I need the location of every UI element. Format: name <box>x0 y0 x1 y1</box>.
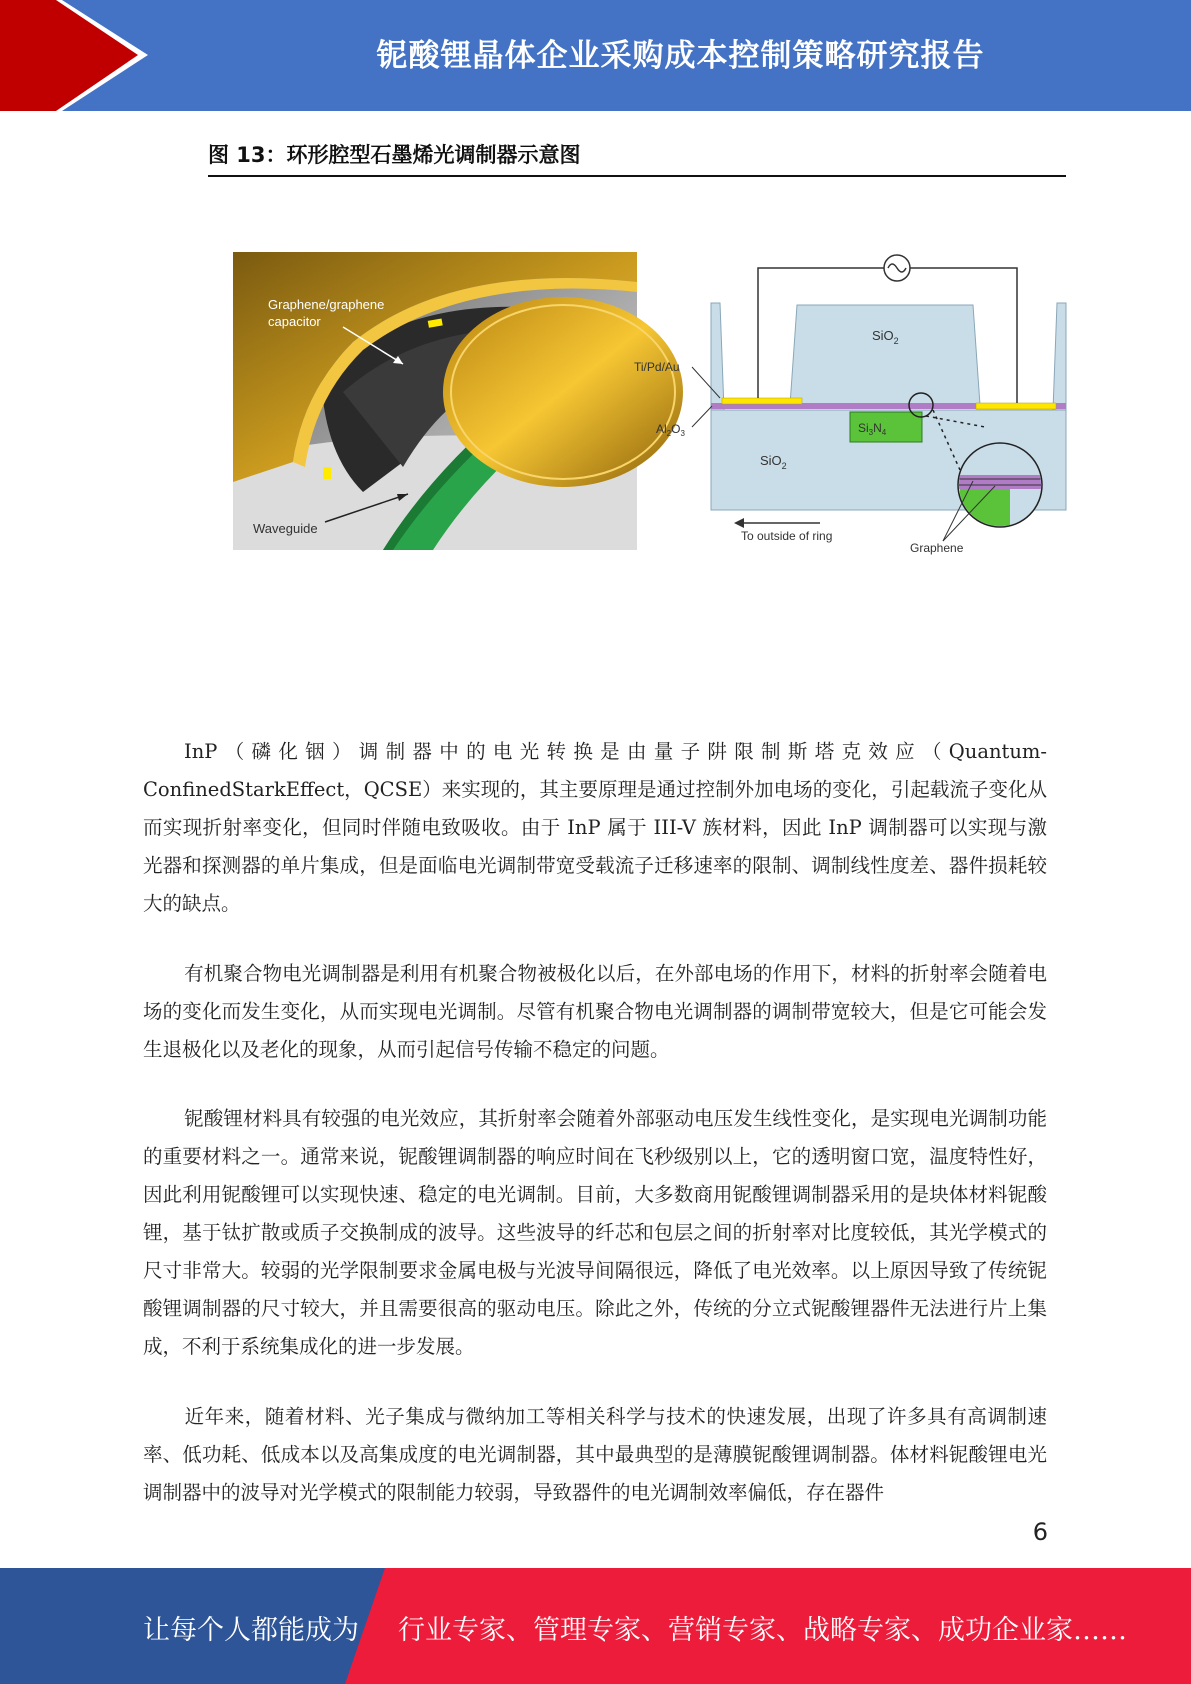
paragraph-inp-text: InP（磷化铟）调制器中的电光转换是由量子阱限制斯塔克效应（Quantum-ConfinedStarkEffect，QCSE）来实现的，其主要原理是通过控制外加电场的变化，引起载流子变化从而实现折射率变化，但同时伴随电致吸收。由于 InP 属于 III-V 族材料，因此 InP 调制器可以实现与激光器和探测器的单片集成，但是面临电光调制带宽受载流子迁移速率的限制、调制线性度差、器件损耗较大的缺点。 <box>143 740 1047 915</box>
al2o3-label-o: O <box>671 422 681 436</box>
report-title: 铌酸锂晶体企业采购成本控制策略研究报告 <box>376 38 985 74</box>
si3n4-label-n: N <box>873 421 882 435</box>
sio2-top-label: SiO <box>872 328 894 343</box>
capacitor-label-2: capacitor <box>268 314 321 329</box>
ring-modulator-cross-section <box>634 255 1070 560</box>
figure-caption: 图 13：环形腔型石墨烯光调制器示意图 <box>208 139 1066 177</box>
graphene-label: Graphene <box>910 541 964 555</box>
tipdau-label: Ti/Pd/Au <box>634 360 680 374</box>
footer-slogan-right: 行业专家、管理专家、营销专家、战略专家、成功企业家…… <box>398 1615 1127 1646</box>
al2o3-label: Al <box>656 422 667 436</box>
page-number: 6 <box>1032 1518 1048 1546</box>
paragraph-organic-polymer <box>143 955 1047 1069</box>
si3n4-subscript-4: 4 <box>881 428 887 437</box>
si3n4-label: Si <box>858 421 869 435</box>
outside-ring-label: To outside of ring <box>741 529 833 543</box>
capacitor-label: Graphene/graphene <box>268 297 385 312</box>
waveguide-label: Waveguide <box>253 521 318 536</box>
sio2-top-subscript: 2 <box>893 336 899 346</box>
sio2-bottom-label: SiO <box>760 453 782 468</box>
al2o3-subscript-3: 3 <box>680 429 685 438</box>
header-arrow-icon <box>0 0 160 111</box>
footer-slogan-left: 让每个人都能成为 <box>143 1615 359 1646</box>
paragraph-lithium-niobate-text: 铌酸锂材料具有较强的电光效应，其折射率会随着外部驱动电压发生线性变化，是实现电光调制功能的重要材料之一。通常来说，铌酸锂调制器的响应时间在飞秒级别以上，它的透明窗口宽，温度特性好，因此利用铌酸锂可以实现快速、稳定的电光调制。目前，大多数商用铌酸锂调制器采用的是块体材料铌酸锂，基于钛扩散或质子交换制成的波导。这些波导的纤芯和包层之间的折射率对比度较低，其光学模式的尺寸非常大。较弱的光学限制要求金属电极与光波导间隔很远，降低了电光效率。以上原因导致了传统铌酸锂调制器的尺寸较大，并且需要很高的驱动电压。除此之外，传统的分立式铌酸锂器件无法进行片上集成，不利于系统集成化的进一步发展。 <box>143 1107 1047 1358</box>
sio2-bottom-subscript: 2 <box>781 461 787 471</box>
page-footer <box>0 1568 1191 1684</box>
paragraph-organic-polymer-text: 有机聚合物电光调制器是利用有机聚合物被极化以后，在外部电场的作用下，材料的折射率会随着电场的变化而发生变化，从而实现电光调制。尽管有机聚合物电光调制器的调制带宽较大，但是它可能会发生退极化以及老化的现象，从而引起信号传输不稳定的问题。 <box>143 962 1047 1061</box>
al2o3-subscript-2: 2 <box>666 429 672 438</box>
paragraph-thin-film-text: 近年来，随着材料、光子集成与微纳加工等相关科学与技术的快速发展，出现了许多具有高调制速率、低功耗、低成本以及高集成度的电光调制器，其中最典型的是薄膜铌酸锂调制器。体材料铌酸锂电光调制器中的波导对光学模式的限制能力较弱，导致器件的电光调制效率偏低，存在器件 <box>143 1405 1047 1504</box>
paragraph-lithium-niobate <box>143 1100 1047 1366</box>
paragraph-thin-film <box>143 1398 1047 1512</box>
si3n4-subscript-3: 3 <box>868 428 874 437</box>
ring-modulator-3d-image <box>233 252 637 550</box>
page-header <box>0 0 1191 111</box>
svg-text:Al2O3 <box>656 422 685 438</box>
paragraph-inp <box>143 733 1047 923</box>
